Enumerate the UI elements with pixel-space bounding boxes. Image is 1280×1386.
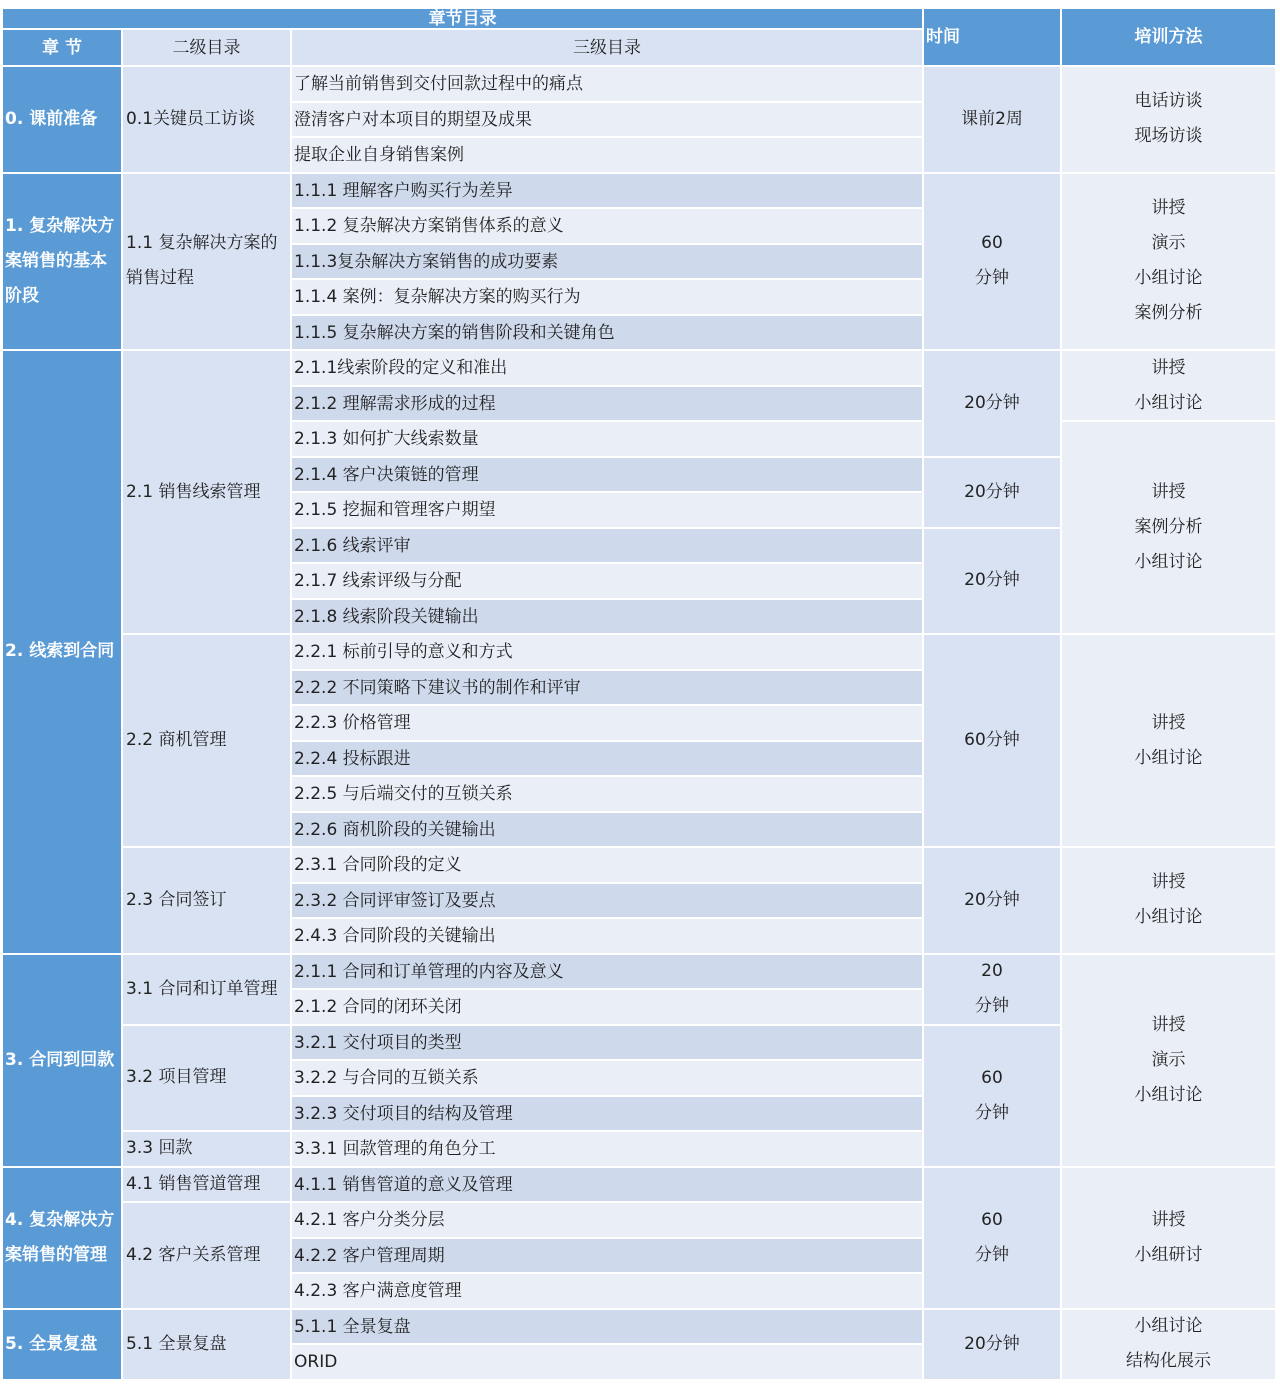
level3-label: 提取企业自身销售案例 — [294, 145, 464, 165]
level2-label: 4.1 销售管道管理 — [126, 1173, 261, 1194]
level3-item — [291, 1273, 923, 1309]
level2-label: 4.2 客户关系管理 — [126, 1244, 261, 1265]
time-text: 60分钟 — [964, 730, 1020, 750]
level3-item — [291, 350, 923, 386]
time-cell — [923, 1025, 1061, 1167]
time-line: 分钟 — [975, 1244, 1009, 1265]
method-line: 讲授 — [1151, 357, 1186, 378]
method-cell — [1061, 173, 1276, 351]
time-text: 20分钟 — [964, 481, 1020, 502]
time-text: 课前2周 — [961, 108, 1023, 129]
chapter-label: 1. 复杂解决方案销售的基本阶段 — [5, 215, 115, 306]
level3-item — [291, 634, 923, 670]
time-header — [923, 8, 1061, 66]
time-line: 分钟 — [975, 268, 1009, 289]
level3-label: 3.2.3 交付项目的结构及管理 — [294, 1103, 513, 1124]
level3-label: 2.1.6 线索评审 — [294, 535, 411, 556]
method-line: 小组讨论 — [1134, 552, 1203, 572]
chapter-label: 2. 线索到合同 — [5, 641, 115, 662]
level3-item — [291, 173, 923, 209]
method-line: 小组讨论 — [1134, 1316, 1203, 1336]
method-line: 演示 — [1151, 233, 1186, 254]
level3-label: ORID — [294, 1352, 338, 1372]
level3-header-text: 三级目录 — [573, 38, 641, 58]
level3-label: 2.1.8 线索阶段关键输出 — [294, 606, 479, 627]
level3-label: 2.2.4 投标跟进 — [294, 748, 411, 769]
level3-item — [291, 279, 923, 315]
level3-label: 3.3.1 回款管理的角色分工 — [294, 1139, 496, 1159]
level3-item — [291, 1309, 923, 1345]
level3-label: 3.2.1 交付项目的类型 — [294, 1032, 462, 1053]
level2-label: 3.2 项目管理 — [126, 1067, 227, 1088]
level3-label: 2.1.4 客户决策链的管理 — [294, 464, 479, 485]
chapter-label: 0. 课前准备 — [5, 108, 98, 129]
method-line: 案例分析 — [1134, 517, 1203, 537]
time-line: 20 — [981, 961, 1003, 981]
method-cell — [1061, 421, 1276, 634]
level2-cell — [122, 634, 291, 847]
method-cell — [1061, 350, 1276, 421]
chapter-cell — [2, 1309, 122, 1380]
level3-header — [291, 29, 923, 66]
level2-label: 0.1关键员工访谈 — [126, 108, 256, 129]
method-line: 讲授 — [1151, 712, 1186, 733]
method-line: 结构化展示 — [1126, 1351, 1211, 1371]
time-text: 20分钟 — [964, 392, 1020, 413]
level3-item — [291, 386, 923, 422]
time-cell — [923, 634, 1061, 847]
level3-label: 2.2.3 价格管理 — [294, 713, 411, 733]
level3-item — [291, 776, 923, 812]
level3-item — [291, 989, 923, 1025]
level3-item — [291, 705, 923, 741]
level3-item — [291, 1167, 923, 1203]
level3-label: 1.1.2 复杂解决方案销售体系的意义 — [294, 216, 564, 236]
time-text: 20分钟 — [964, 570, 1020, 591]
method-line: 电话访谈 — [1134, 91, 1203, 112]
level3-label: 1.1.5 复杂解决方案的销售阶段和关键角色 — [294, 322, 615, 343]
level3-item — [291, 1202, 923, 1238]
time-text: 20分钟 — [964, 889, 1020, 910]
chapter-cell — [2, 1167, 122, 1309]
level2-header — [122, 29, 291, 66]
level2-label: 1.1 复杂解决方案的销售过程 — [126, 233, 278, 289]
level3-item — [291, 66, 923, 102]
chapter-header-text: 章 节 — [42, 38, 82, 58]
method-line: 讲授 — [1151, 1014, 1186, 1035]
method-line: 小组研讨 — [1134, 1244, 1203, 1265]
level3-item — [291, 599, 923, 635]
level3-label: 2.2.6 商机阶段的关键输出 — [294, 819, 496, 840]
level3-label: 澄清客户对本项目的期望及成果 — [294, 109, 532, 130]
method-line: 讲授 — [1151, 872, 1186, 893]
level3-label: 4.2.1 客户分类分层 — [294, 1210, 445, 1230]
time-cell — [923, 173, 1061, 351]
time-line: 60 — [981, 233, 1003, 254]
catalog-header-text: 章节目录 — [428, 9, 497, 29]
level2-label: 2.3 合同签订 — [126, 889, 227, 910]
level2-cell — [122, 66, 291, 173]
level3-item — [291, 102, 923, 138]
method-line: 小组讨论 — [1134, 1084, 1203, 1105]
time-cell — [923, 1167, 1061, 1309]
time-line: 60 — [981, 1067, 1003, 1088]
time-cell — [923, 954, 1061, 1025]
time-text: 20分钟 — [964, 1333, 1020, 1354]
level2-cell — [122, 173, 291, 351]
level3-label: 1.1.1 理解客户购买行为差异 — [294, 180, 513, 201]
level3-label: 4.1.1 销售管道的意义及管理 — [294, 1174, 513, 1195]
level3-label: 2.1.1线索阶段的定义和准出 — [294, 358, 508, 378]
level3-item — [291, 457, 923, 493]
method-cell — [1061, 954, 1276, 1167]
chapter-cell — [2, 173, 122, 351]
level3-item — [291, 1131, 923, 1167]
level3-label: 1.1.4 案例：复杂解决方案的购买行为 — [294, 287, 581, 307]
method-cell — [1061, 634, 1276, 847]
time-cell — [923, 457, 1061, 528]
time-cell — [923, 1309, 1061, 1380]
level3-item — [291, 1060, 923, 1096]
method-line: 讲授 — [1151, 1209, 1186, 1230]
level3-label: 了解当前销售到交付回款过程中的痛点 — [294, 74, 583, 94]
method-header-text: 培训方法 — [1134, 27, 1203, 47]
level3-item — [291, 1025, 923, 1061]
level3-item — [291, 741, 923, 777]
level3-item — [291, 492, 923, 528]
method-line: 讲授 — [1151, 482, 1186, 502]
level3-label: 2.1.2 理解需求形成的过程 — [294, 393, 496, 414]
level3-item — [291, 137, 923, 173]
method-line: 小组讨论 — [1134, 907, 1203, 928]
level3-label: 4.2.2 客户管理周期 — [294, 1245, 445, 1266]
time-cell — [923, 528, 1061, 635]
level3-item — [291, 883, 923, 919]
level3-label: 2.4.3 合同阶段的关键输出 — [294, 926, 496, 946]
level3-label: 2.1.2 合同的闭环关闭 — [294, 997, 462, 1017]
catalog-header — [2, 8, 923, 29]
method-line: 小组讨论 — [1134, 747, 1203, 768]
time-cell — [923, 66, 1061, 173]
method-cell — [1061, 1309, 1276, 1380]
level2-cell — [122, 1131, 291, 1167]
chapter-header — [2, 29, 122, 66]
level2-cell — [122, 954, 291, 1025]
chapter-label: 5. 全景复盘 — [5, 1333, 98, 1354]
level3-label: 2.3.1 合同阶段的定义 — [294, 855, 462, 875]
level3-item — [291, 528, 923, 564]
level3-label: 4.2.3 客户满意度管理 — [294, 1281, 462, 1301]
level2-label: 5.1 全景复盘 — [126, 1333, 227, 1354]
level3-label: 2.1.5 挖掘和管理客户期望 — [294, 500, 496, 520]
method-header — [1061, 8, 1276, 66]
method-cell — [1061, 66, 1276, 173]
level2-label: 2.2 商机管理 — [126, 730, 227, 750]
method-cell — [1061, 1167, 1276, 1309]
time-line: 60 — [981, 1209, 1003, 1230]
chapter-label: 3. 合同到回款 — [5, 1049, 115, 1070]
level3-item — [291, 670, 923, 706]
level3-label: 1.1.3复杂解决方案销售的成功要素 — [294, 251, 559, 272]
level3-label: 5.1.1 全景复盘 — [294, 1316, 411, 1337]
method-cell — [1061, 847, 1276, 954]
chapter-cell — [2, 66, 122, 173]
level3-item — [291, 847, 923, 883]
level3-item — [291, 208, 923, 244]
level3-item — [291, 812, 923, 848]
time-header-text: 时间 — [926, 27, 960, 47]
level3-item — [291, 954, 923, 990]
level3-item — [291, 918, 923, 954]
level2-cell — [122, 1202, 291, 1309]
level2-cell — [122, 350, 291, 634]
time-line: 分钟 — [975, 996, 1009, 1016]
level3-label: 2.1.1 合同和订单管理的内容及意义 — [294, 961, 564, 982]
level3-label: 2.2.5 与后端交付的互锁关系 — [294, 784, 513, 804]
method-line: 讲授 — [1151, 198, 1186, 219]
time-cell — [923, 350, 1061, 457]
level2-cell — [122, 1309, 291, 1380]
method-line: 小组讨论 — [1134, 268, 1203, 289]
level2-cell — [122, 847, 291, 954]
chapter-cell — [2, 350, 122, 954]
level2-label: 2.1 销售线索管理 — [126, 481, 261, 502]
level3-item — [291, 244, 923, 280]
level3-item — [291, 1096, 923, 1132]
level3-item — [291, 421, 923, 457]
level3-item — [291, 1344, 923, 1380]
level3-label: 2.1.7 线索评级与分配 — [294, 571, 462, 591]
level3-label: 2.2.1 标前引导的意义和方式 — [294, 642, 513, 662]
method-line: 现场访谈 — [1134, 126, 1203, 147]
level2-cell — [122, 1167, 291, 1203]
level3-item — [291, 563, 923, 599]
level3-label: 3.2.2 与合同的互锁关系 — [294, 1068, 479, 1088]
level3-label: 2.2.2 不同策略下建议书的制作和评审 — [294, 677, 581, 698]
level3-label: 2.1.3 如何扩大线索数量 — [294, 429, 479, 449]
level3-label: 2.3.2 合同评审签订及要点 — [294, 890, 496, 911]
time-cell — [923, 847, 1061, 954]
level2-header-text: 二级目录 — [172, 38, 241, 58]
level2-cell — [122, 1025, 291, 1132]
level3-item — [291, 1238, 923, 1274]
chapter-cell — [2, 954, 122, 1167]
chapter-label: 4. 复杂解决方案销售的管理 — [5, 1209, 115, 1265]
level2-label: 3.3 回款 — [126, 1138, 193, 1159]
method-line: 案例分析 — [1134, 303, 1203, 324]
time-line: 分钟 — [975, 1102, 1009, 1123]
method-line: 演示 — [1151, 1049, 1186, 1070]
level3-item — [291, 315, 923, 351]
level2-label: 3.1 合同和订单管理 — [126, 978, 278, 999]
method-line: 小组讨论 — [1134, 392, 1203, 413]
